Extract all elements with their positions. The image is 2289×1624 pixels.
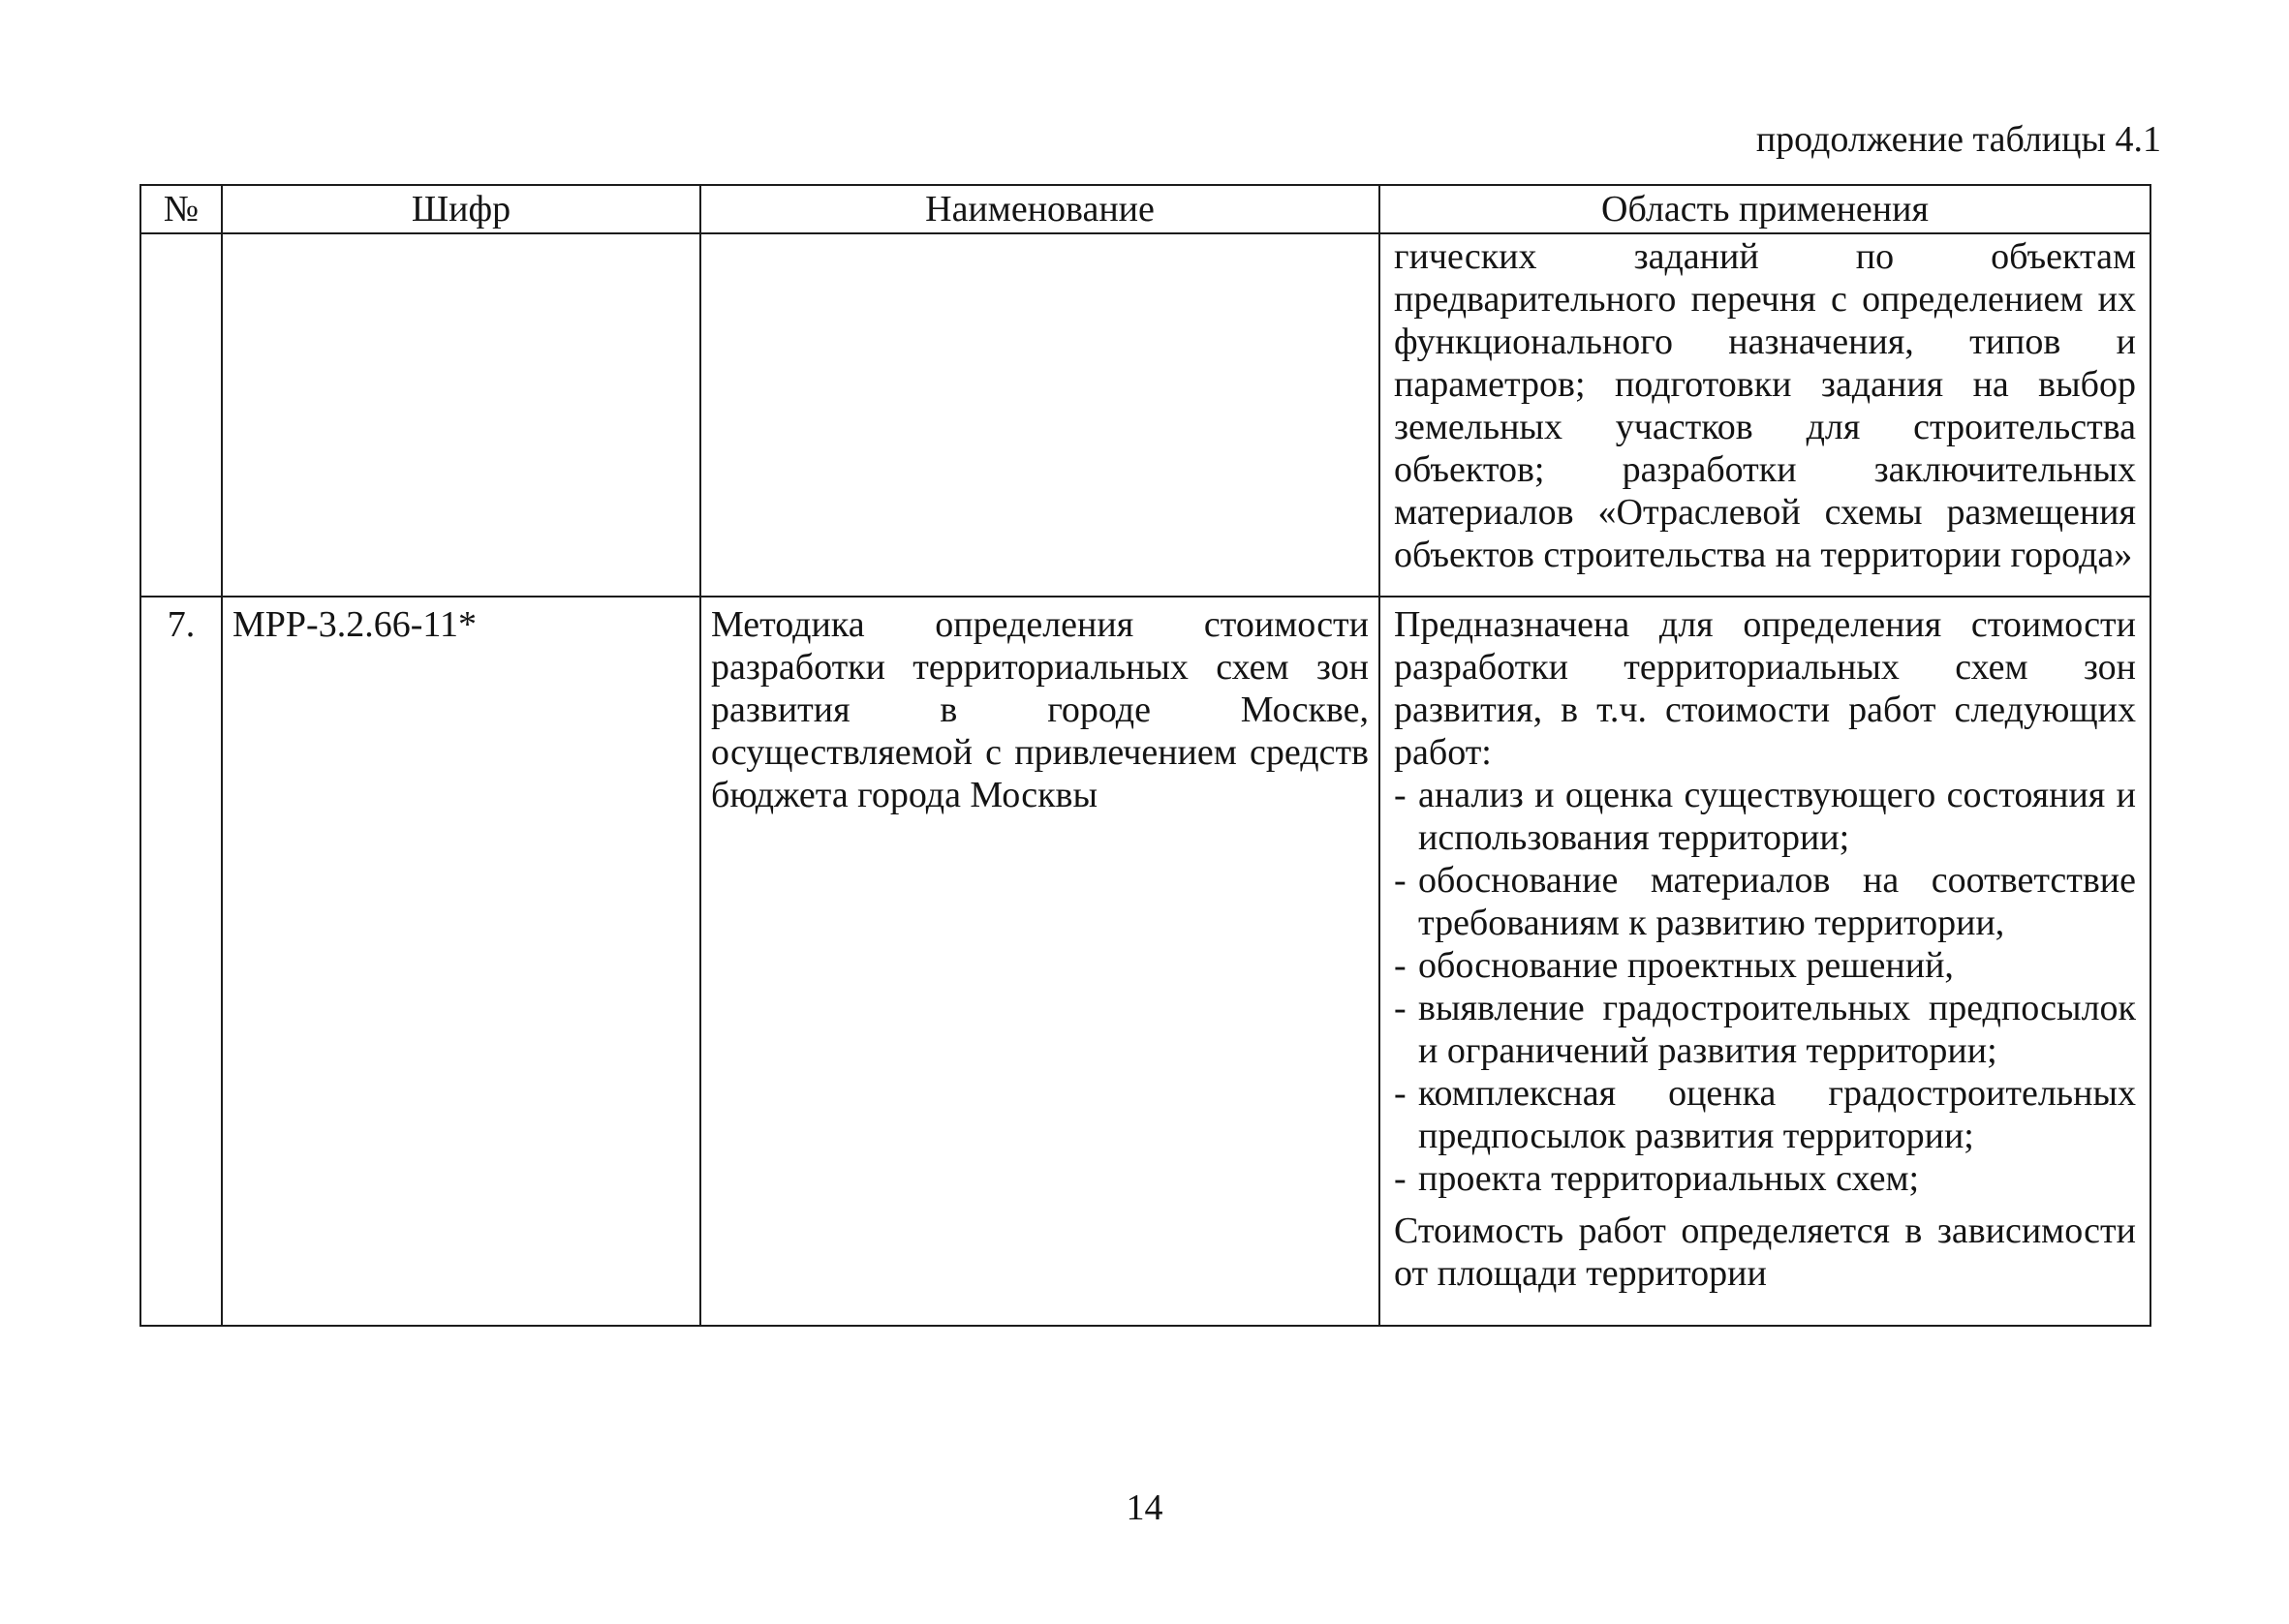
column-header-name: Наименование: [700, 185, 1379, 233]
list-item: - анализ и оценка существующего состояния и использования территории;: [1394, 774, 2136, 859]
cell-number-empty: [140, 233, 222, 597]
cell-scope: [1379, 597, 2150, 1326]
scope-note: Стоимость работ определяется в зависимости от площади территории: [1394, 1210, 2136, 1294]
table-continuation-caption: продолжение таблицы 4.1: [1755, 119, 2161, 160]
scope-work-list: [1394, 774, 2136, 1200]
list-item: - комплексная оценка градостроительных предпосылок развития территории;: [1394, 1072, 2136, 1157]
cell-number: 7.: [140, 597, 222, 1326]
list-item: - обоснование проектных решений,: [1394, 944, 2136, 987]
column-header-scope: Область применения: [1379, 185, 2150, 233]
table-row-7: [140, 597, 2150, 1326]
cell-name: [700, 597, 1379, 1326]
regulations-table: [139, 184, 2151, 1327]
scope-intro: Предназначена для определения стоимости разработки территориальных схем зон развития, в т.ч. стоимости работ следующих работ:: [1394, 604, 2136, 773]
column-header-number: №: [140, 185, 222, 233]
table-row-continued: [140, 233, 2150, 597]
list-item: - обоснование материалов на соответствие требованиям к развитию территории,: [1394, 859, 2136, 944]
document-title: Методика определения стоимости разработки территориальных схем зон развития в городе Москве, осуществляемой с привлечением средств бюджета города Москвы: [711, 604, 1369, 815]
table-header-row: [140, 185, 2150, 233]
continued-scope-text: гических заданий по объектам предварительного перечня с определением их функционального назначения, типов и параметров; подготовки задания на выбор земельных участков для строительства объектов; разработки заключительных материалов «Отраслевой схемы размещения объектов строительства на территории города»: [1394, 236, 2136, 575]
cell-scope-continued: [1379, 233, 2150, 597]
list-item: - проекта территориальных схем;: [1394, 1157, 2136, 1200]
page-number: 14: [1126, 1487, 1163, 1528]
column-header-code: Шифр: [222, 185, 700, 233]
cell-code: МРР-3.2.66-11*: [222, 597, 700, 1326]
cell-name-empty: [700, 233, 1379, 597]
list-item: - выявление градостроительных предпосылок и ограничений развития территории;: [1394, 987, 2136, 1072]
cell-code-empty: [222, 233, 700, 597]
